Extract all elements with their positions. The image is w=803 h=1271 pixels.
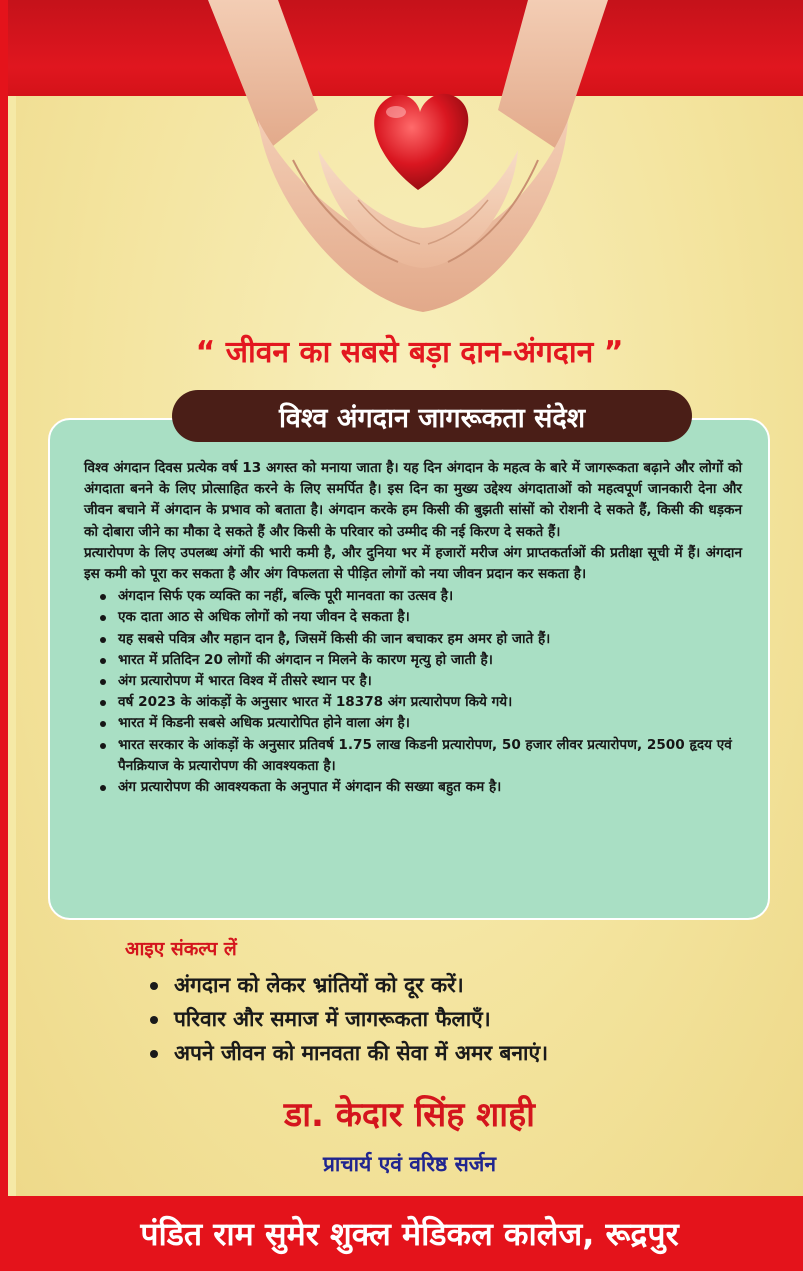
doctor-title: प्राचार्य एवं वरिष्ठ सर्जन bbox=[322, 1152, 497, 1176]
pledge-item: अपने जीवन को मानवता की सेवा में अमर बनाएं। bbox=[148, 1036, 548, 1070]
fact-item: अंग प्रत्यारोपण की आवश्यकता के अनुपात में अंगदान की सख्या बहुत कम है। bbox=[84, 777, 742, 798]
intro-paragraph: विश्व अंगदान दिवस प्रत्येक वर्ष 13 अगस्त को मनाया जाता है। यह दिन अंगदान के महत्व के बारे में जागरूकता बढ़ाने और लोगों को अंगदाता बनने के लिए प्रोत्साहित करने के लिए समर्पित है। इस दिन का मुख्य उद्देश्य अंगदाताओं को महत्वपूर्ण जानकारी देना और जीवन बचाने में अंगदान के प्रभाव को बताता है। अंगदान करके हम किसी की बुझती सांसों को रोशनी दे सकते हैं, किसी की धड़कन को दोबारा जीने का मौका दे सकते हैं और किसी के परिवार को उम्मीद की नई किरण दे सकते हैं। bbox=[84, 460, 742, 540]
pledge-list bbox=[148, 968, 548, 1070]
message-content-box bbox=[48, 418, 770, 920]
institution-footer: पंडित राम सुमेर शुक्ल मेडिकल कालेज, रूद्रपुर bbox=[8, 1196, 803, 1271]
fact-item: भारत में किडनी सबसे अधिक प्रत्यारोपित होने वाला अंग है। bbox=[84, 713, 742, 734]
second-paragraph: प्रत्यारोपण के लिए उपलब्ध अंगों की भारी कमी है, और दुनिया भर में हजारों मरीज अंग प्राप्तकर्ताओं की प्रतीक्षा सूची में हैं। अंगदान इस कमी को पूरा कर सकता है और अंग विफलता से पीड़ित लोगों को नया जीवन प्रदान कर सकता है। bbox=[84, 544, 742, 583]
pledge-heading: आइए संकल्प लें bbox=[125, 938, 237, 960]
quote-headline: “ जीवन का सबसे बड़ा दान-अंगदान ” bbox=[195, 335, 624, 370]
fact-item: यह सबसे पवित्र और महान दान है, जिसमें किसी की जान बचाकर हम अमर हो जाते हैं। bbox=[84, 629, 742, 650]
message-title-pill: विश्व अंगदान जागरूकता संदेश bbox=[172, 390, 692, 442]
fact-item: अंगदान सिर्फ एक व्यक्ति का नहीं, बल्कि पूरी मानवता का उत्सव है। bbox=[84, 586, 742, 607]
fact-item: भारत सरकार के आंकड़ों के अनुसार प्रतिवर्ष 1.75 लाख किडनी प्रत्यारोपण, 50 हजार लीवर प्रत्यारोपण, 2500 हृदय एवं पैनक्रियाज के प्रत्यारोपण की आवश्यकता है। bbox=[84, 735, 742, 777]
doctor-name: डा. केदार सिंह शाही bbox=[284, 1095, 535, 1135]
pledge-item: परिवार और समाज में जागरूकता फैलाएँ। bbox=[148, 1002, 548, 1036]
hands-holding-heart-illustration bbox=[198, 0, 618, 320]
fact-item: वर्ष 2023 के आंकड़ों के अनुसार भारत में 18378 अंग प्रत्यारोपण किये गये। bbox=[84, 692, 742, 713]
fact-item: अंग प्रत्यारोपण में भारत विश्व में तीसरे स्थान पर है। bbox=[84, 671, 742, 692]
fact-item: एक दाता आठ से अधिक लोगों को नया जीवन दे सकता है। bbox=[84, 607, 742, 628]
facts-list bbox=[84, 586, 742, 798]
fact-item: भारत में प्रतिदिन 20 लोगों की अंगदान न मिलने के कारण मृत्यु हो जाती है। bbox=[84, 650, 742, 671]
pledge-item: अंगदान को लेकर भ्रांतियों को दूर करें। bbox=[148, 968, 548, 1002]
